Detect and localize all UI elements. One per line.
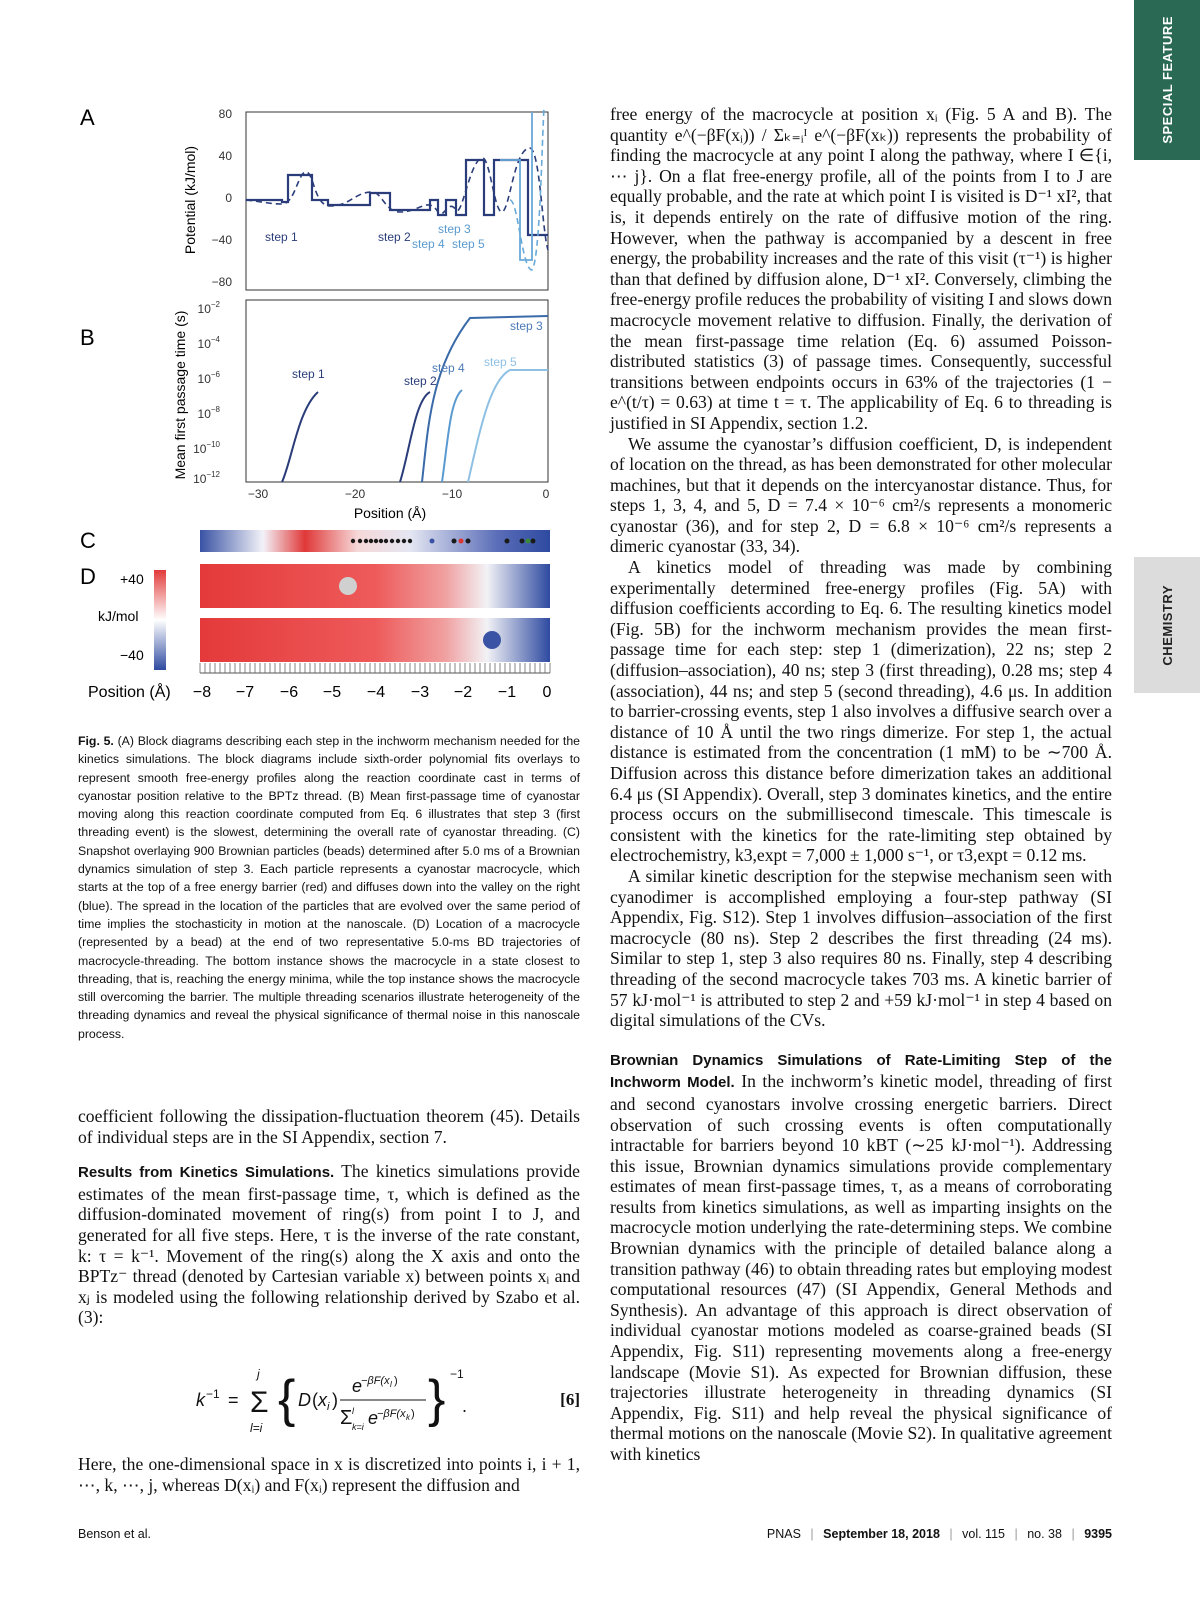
panel-b-xtick: 0 (542, 487, 550, 501)
svg-text:}: } (428, 1370, 446, 1428)
panel-d-xtick: −7 (235, 684, 255, 701)
left-paragraph-3: Here, the one-dimensional space in x is discretized into points i, i + 1, ⋯, k, ⋯, j, whereas D(xᵢ) and F(xᵢ) represent the diffusion and (78, 1454, 580, 1495)
right-column (610, 104, 1112, 1465)
svg-text:e: e (368, 1408, 379, 1428)
svg-text:10−2 (198, 300, 221, 316)
results-kinetics-heading: Results from Kinetics Simulations. (78, 1164, 335, 1182)
panel-a-step5-label: step 5 (452, 237, 485, 251)
panel-letter-d: D (80, 564, 96, 589)
panel-letter-b: B (80, 325, 95, 350)
panel-d-xtick: −6 (279, 684, 299, 701)
svg-text:): ) (411, 1408, 415, 1420)
panel-b-step5-curve (468, 370, 548, 482)
panel-b-xtick: −30 (247, 487, 269, 501)
panel-d-xtick: 0 (542, 684, 552, 701)
svg-text:Σ: Σ (340, 1407, 353, 1429)
panel-c (200, 530, 550, 552)
special-feature-tab (1134, 0, 1200, 160)
panel-b-ytick: 10 (193, 472, 207, 486)
panel-b-step5-label: step 5 (484, 355, 517, 369)
panel-d-xtick: −2 (453, 684, 473, 701)
panel-a-ytick: 80 (218, 107, 232, 121)
figure-5 (70, 100, 590, 725)
panel-a-ytick: 40 (218, 149, 232, 163)
equation-number: [6] (560, 1390, 580, 1409)
panel-b-step1-label: step 1 (292, 367, 325, 381)
panel-d-xtick: −1 (497, 684, 517, 701)
panel-a-ytick: 0 (225, 191, 232, 205)
footer-journal: PNAS (766, 1527, 801, 1541)
panel-b-ytick: 10 (197, 372, 211, 386)
panel-b-xtick: −10 (441, 487, 463, 501)
panel-a-block-curve (246, 160, 548, 235)
right-paragraph-2: We assume the cyanostar’s diffusion coefficient, D, is independent of location on the thread, as has been demonstrated for other molecular machines, but that it depends on the intercyanostar distance. Thus, for steps 1, 3, 4, and 5, D = 7.4 × 10⁻⁶ cm²/s represents a monomeric cyanostar (36), and for step 2, D = 6.8 × 10⁻⁶ cm²/s represents a dimeric cyanostar (33, 34). (610, 433, 1112, 557)
panel-b-step1-curve (282, 392, 318, 482)
panel-b-step3-label: step 3 (510, 319, 543, 333)
panel-d-xtick: −8 (192, 684, 212, 701)
trajectory-top-bar (200, 564, 550, 608)
panel-a (182, 107, 548, 290)
footer-citation: PNAS | September 18, 2018 | vol. 115 | no. 38 | 9395 (766, 1527, 1112, 1541)
panel-b-ylabel: Mean first passage time (s) (172, 310, 188, 480)
panel-b-xtick: −20 (344, 487, 366, 501)
svg-text:=: = (228, 1390, 239, 1410)
svg-text:10−8 (198, 405, 221, 421)
right-paragraph-3: A kinetics model of threading was made by combining experimentally determined free-energy profiles (Fig. 5A) with diffusion coefficients according to Eq. 6. The resulting kinetics model (Fig. 5B) for the inchworm mechanism provides the mean first-passage time for each step: step 1 (dimerization), 22 ns; step 2 (diffusion–association), 40 ns; step 3 (first threading), 0.28 ms; step 4 (association), 44 ns; and step 5 (second threading), 4.6 μs. In addition to barrier-crossing events, step 1 also involves a diffusive search over a distance of 10 Å until the two rings dimerize. For step 1, the actual distance is estimated from the concentration (1 mM) to be ∼700 Å. Diffusion across this distance before dimerization takes an additional 6.4 μs (SI Appendix). Overall, step 3 dominates kinetics, and the entire process occurs on the submillisecond timescale. This timescale is consistent with the kinetics for the rate-limiting step obtained by electrochemistry, k3,expt = 7,000 ± 1,000 s⁻¹, or τ3,expt = 0.12 ms. (610, 557, 1112, 866)
svg-text:−βF(x: −βF(x (361, 1375, 390, 1387)
colorbar-top: +40 (120, 571, 144, 587)
brownian-text: In the inchworm’s kinetic model, threading of first and second cyanostars involve crossing energetic barriers. Direct observation of such crossing events is often computationally intractable for barriers beyond 10 kBT (∼25 kJ·mol⁻¹). Addressing this issue, Brownian dynamics simulations provide complementary estimates of mean first-passage times, τ, as a means of corroborating results from kinetics simulations, as well as imparting insights on the macrocycle motion underlying the rate-determining steps. We combine Brownian dynamics with the principle of detailed balance along a transition pathway (46) to obtain threading rates but employing modest computational resources (47) (SI Appendix, General Methods and Synthesis). An advantage of this approach is direct observation of individual cyanostar motions modeled as coarse-grained beads (SI Appendix, Fig. S11) representing movements along a free-energy landscape (Movie S1). As expected for Brownian diffusion, these trajectories illustrate heterogeneity in threading dynamics (SI Appendix, Fig. S11) and help reveal the physical significance of thermal motions on the nanoscale (Movie S2). In qualitative agreement with kinetics (610, 1071, 1112, 1464)
equation-6-graphic (78, 1360, 580, 1446)
panel-a-ytick: −40 (211, 233, 232, 247)
panel-a-ylabel: Potential (kJ/mol) (182, 145, 198, 255)
right-paragraph-4: A similar kinetic description for the stepwise mechanism seen with cyanodimer is accomplished employing a four-step pathway (SI Appendix, Fig. S12). Step 1 involves diffusion–association of the first macrocycle (80 ns). Step 2 describes the first threading (24 ms). Similar to step 1, step 3 also requires 80 ns. Finally, step 4 describing threading of the second macrocycle takes 703 ms. A kinetic barrier of 57 kJ·mol⁻¹ is attributed to step 2 and +59 kJ·mol⁻¹ in step 4 based on digital simulations of the CVs. (610, 865, 1112, 1031)
results-kinetics-text: The kinetics simulations provide estimates of the mean first-passage time, τ, which is defined as the diffusion-dominated movement of ring(s) from point I to J, and generated for all five steps. Here, τ is the inverse of the rate constant, k: τ = k⁻¹. Movement of the ring(s) along the X axis and onto the BPTz⁻ thread (denoted by Cartesian variable x) between points xᵢ and xⱼ is modeled using the following relationship derived by Szabo et al. (3): (78, 1161, 580, 1328)
svg-text:(: ( (312, 1390, 318, 1410)
svg-text:): ) (332, 1390, 338, 1410)
panel-b-xlabel: Position (Å) (353, 505, 427, 521)
panel-b-ytick-exp: −2 (210, 300, 220, 309)
colorbar-bottom: −40 (120, 647, 144, 663)
svg-text:10−12 (193, 470, 220, 486)
svg-text:e: e (352, 1376, 363, 1396)
panel-b-ytick-exp: −4 (210, 335, 220, 344)
chemistry-label: CHEMISTRY (1159, 584, 1175, 666)
panel-a-step2-label: step 2 (378, 230, 411, 244)
footer-authors: Benson et al. (78, 1527, 151, 1541)
svg-text:D: D (298, 1390, 311, 1410)
footer-issue: no. 38 (1027, 1527, 1062, 1541)
colorbar (154, 570, 166, 670)
panel-b (172, 300, 550, 521)
panel-b-step4-curve (442, 390, 462, 482)
panel-d-axis-label: Position (Å) (88, 684, 171, 701)
panel-letter-c: C (80, 528, 96, 553)
panel-a-step1-label: step 1 (265, 230, 298, 244)
panel-b-ytick-exp: −12 (206, 470, 220, 479)
right-paragraph-1: free energy of the macrocycle at position xᵢ (Fig. 5 A and B). The quantity e^(−βF(xᵢ)) / Σₖ₌ᵢᴵ e^(−βF(xₖ)) represents the probability of finding the macrocycle at any point I along the pathway, where I ∈{i, ⋯ j}. On a flat free-energy profile, all of the points from I to J are equally probable, and the rate at which point I is visited is D⁻¹ xI², that is, it depends entirely on the rate of diffusive motion of the ring. However, when the pathway is accompanied by a descent in free energy, the probability increases and the rate of this visit (τ⁻¹) is higher than that defined by diffusion alone, D⁻¹ xI². Conversely, climbing the free-energy profile reduces the probability of visiting I and slows down macrocycle movement relative to diffusion. Finally, the derivation of the mean first-passage time relation (Eq. 6) assumed Poisson-distributed statistics (3) of passage times. Consequently, successful transitions between endpoints occurs in 63% of the trajectories (1 − e^(t/τ) = 0.63) at time t = τ. The applicability of Eq. 6 to threading is justified in SI Appendix, section 1.2. (610, 104, 1112, 433)
brownian-heading: Brownian Dynamics Simulations of Rate-Limiting Step of the Inchworm Model. (610, 1051, 1112, 1092)
panel-b-ytick-exp: −10 (206, 440, 220, 449)
svg-text:l: l (390, 1380, 392, 1389)
bead-bottom (483, 631, 501, 649)
right-paragraph-5 (610, 1049, 1112, 1465)
left-paragraph-1: coefficient following the dissipation-fluctuation theorem (45). Details of individual steps are in the SI Appendix, section 7. (78, 1106, 580, 1147)
panel-b-step4-label: step 4 (432, 361, 465, 375)
left-column-top (78, 1106, 580, 1328)
svg-text:{: { (278, 1370, 296, 1428)
left-paragraph-2 (78, 1161, 580, 1328)
svg-text:10−4 (198, 335, 221, 351)
svg-text:Σ: Σ (250, 1386, 269, 1419)
panel-b-ytick: 10 (197, 337, 211, 351)
svg-text:x: x (318, 1390, 327, 1410)
bead-top (339, 577, 357, 595)
panel-b-step3-curve (422, 316, 548, 482)
svg-text:10−10 (193, 440, 220, 456)
panel-d (88, 564, 552, 701)
panel-d-xtick: −4 (366, 684, 386, 701)
chemistry-tab (1134, 557, 1200, 693)
svg-text:): ) (394, 1375, 398, 1387)
ruler-ticks (200, 663, 550, 673)
panel-b-ytick: 10 (197, 302, 211, 316)
svg-text:k=i: k=i (352, 1422, 364, 1432)
panel-b-ytick-exp: −6 (210, 370, 220, 379)
footer-date: September 18, 2018 (823, 1527, 940, 1541)
panel-d-xtick: −5 (322, 684, 342, 701)
panel-b-step2-label: step 2 (404, 374, 437, 388)
footer-page: 9395 (1084, 1527, 1112, 1541)
svg-text:−1: −1 (450, 1367, 464, 1381)
colorbar-unit: kJ/mol (98, 608, 139, 624)
panel-b-ytick: 10 (193, 442, 207, 456)
svg-text:.: . (462, 1396, 468, 1416)
caption-lead: Fig. 5. (78, 734, 114, 748)
equation-6 (78, 1360, 580, 1446)
svg-text:k: k (196, 1390, 205, 1410)
svg-text:−βF(x: −βF(x (377, 1408, 406, 1420)
svg-text:j: j (257, 1367, 260, 1381)
panel-letter-a: A (80, 105, 95, 130)
panel-d-xtick: −3 (410, 684, 430, 701)
panel-a-ytick: −80 (211, 275, 232, 289)
footer-volume: vol. 115 (962, 1527, 1005, 1541)
svg-text:l: l (352, 1406, 354, 1416)
caption-body: (A) Block diagrams describing each step in the inchworm mechanism needed for the kinetics simulations. The block diagrams include sixth-order polynomial fits overlays to represent smooth free-energy profiles along the reaction coordinate cast in terms of cyanostar position relative to the BPTz thread. (B) Mean first-passage time of cyanostar moving along this reaction coordinate computed from Eq. 6 illustrates that step 3 (first threading event) is the slowest, determining the overall rate of cyanostar threading. (C) Snapshot overlaying 900 Brownian particles (beads) determined after 5.0 ms of a Brownian dynamics simulation of step 3. Each particle represents a cyanostar macrocycle, which starts at the top of a free energy barrier (red) and diffuses down into the valley on the right (blue). The spread in the location of the particles that are evolved over the same period of time implies the stochasticity in motion at the nanoscale. (D) Location of a macrocycle (represented by a bead) at the end of two representative 5.0-ms BD trajectories of macrocycle-threading. The bottom instance shows the macrocycle in a state closest to threading, that is, reaching the energy minima, while the top instance shows the macrocycle still overcoming the barrier. The multiple threading scenarios illustrate heterogeneity of the threading dynamics and reveal the physical significance of thermal noise in this nanoscale process. (78, 734, 580, 1041)
panel-b-ytick: 10 (197, 407, 211, 421)
svg-text:l=i: l=i (250, 1421, 263, 1435)
panel-b-step2-curve (400, 392, 430, 482)
panel-a-step4-label: step 4 (412, 237, 445, 251)
left-column-bottom (78, 1454, 580, 1495)
special-feature-label: SPECIAL FEATURE (1159, 16, 1175, 144)
panel-b-ytick-exp: −8 (210, 405, 220, 414)
panel-a-step3-label: step 3 (438, 222, 471, 236)
svg-text:i: i (327, 1401, 330, 1413)
svg-text:−1: −1 (206, 1387, 220, 1401)
svg-text:k: k (406, 1413, 410, 1422)
figure-caption (78, 732, 580, 1043)
svg-text:10−6 (198, 370, 221, 386)
